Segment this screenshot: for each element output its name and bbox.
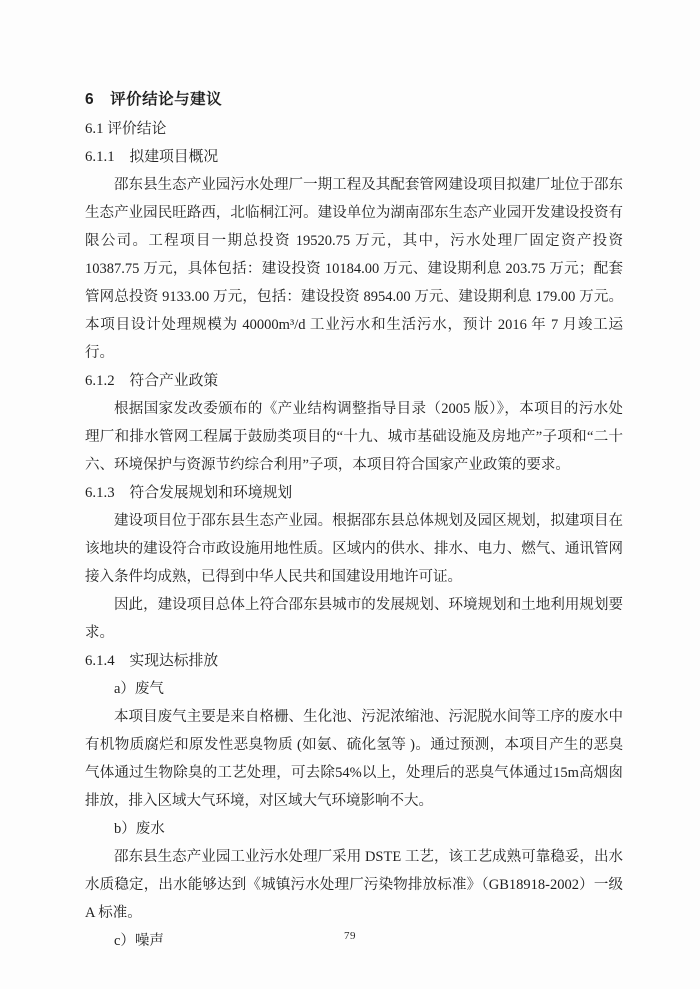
list-item-a-waste-gas: a）废气 xyxy=(114,681,164,697)
paragraph-planning-conclusion: 因此，建设项目总体上符合邵东县城市的发展规划、环境规划和土地利用规划要求。 xyxy=(85,597,623,641)
list-item-c-noise: c）噪声 xyxy=(114,933,164,949)
page-number: 79 xyxy=(344,930,356,942)
section-heading-6-1: 6.1 评价结论 xyxy=(85,121,167,137)
paragraph-project-overview: 邵东县生态产业园污水处理厂一期工程及其配套管网建设项目拟建厂址位于邵东生态产业园民旺路西，北临桐江河。建设单位为湖南邵东生态产业园开发建设投资有限公司。工程项目一期总投资 19520.75 万元，其中，污水处理厂固定资产投资 10387.75 万元，具体包括：建设投资 10184.00 万元、建设期利息 203.75 万元；配套管网总投资 9133.00 万元，包括：建设投资 8954.00 万元、建设期利息 179.00 万元。本项目设计处理规模为 40000m³/d 工业污水和生活污水，预计 2016 年 7 月竣工运行。 xyxy=(85,177,623,361)
list-item-b-waste-water: b）废水 xyxy=(114,821,165,837)
paragraph-planning-compliance: 建设项目位于邵东县生态产业园。根据邵东县总体规划及园区规划，拟建项目在该地块的建设符合市政设施用地性质。区域内的供水、排水、电力、燃气、通讯管网接入条件均成熟，已得到中华人民共和国建设用地许可证。 xyxy=(85,513,623,585)
paragraph-waste-water: 邵东县生态产业园工业污水处理厂采用 DSTE 工艺，该工艺成熟可靠稳妥，出水水质稳定，出水能够达到《城镇污水处理厂污染物排放标准》（GB18918-2002）一级 A 标准。 xyxy=(85,849,623,921)
chapter-heading-6: 6 评价结论与建议 xyxy=(85,91,223,108)
paragraph-industrial-policy: 根据国家发改委颁布的《产业结构调整指导目录（2005 版）》，本项目的污水处理厂和排水管网工程属于鼓励类项目的“十九、城市基础设施及房地产”子项和“二十六、环境保护与资源节约综合利用”子项，本项目符合国家产业政策的要求。 xyxy=(85,401,623,473)
subsection-heading-6-1-2: 6.1.2 符合产业政策 xyxy=(85,373,219,389)
page-footer xyxy=(0,926,700,944)
subsection-heading-6-1-1: 6.1.1 拟建项目概况 xyxy=(85,149,219,165)
paragraph-waste-gas: 本项目废气主要是来自格栅、生化池、污泥浓缩池、污泥脱水间等工序的废水中有机物质腐烂和原发性恶臭物质 (如氨、硫化氢等 )。通过预测，本项目产生的恶臭气体通过生物除臭的工艺处理，可去除54%以上，处理后的恶臭气体通过15m高烟囱排放，排入区域大气环境，对区域大气环境影响不大。 xyxy=(85,709,623,809)
subsection-heading-6-1-3: 6.1.3 符合发展规划和环境规划 xyxy=(85,485,293,501)
subsection-heading-6-1-4: 6.1.4 实现达标排放 xyxy=(85,653,219,669)
document-content xyxy=(85,86,623,955)
